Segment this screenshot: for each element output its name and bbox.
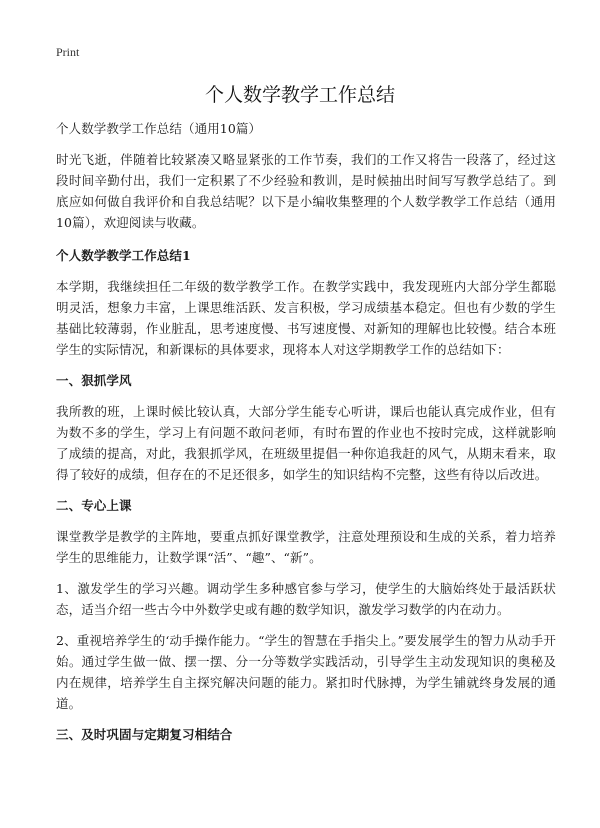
paragraph: 1、激发学生的学习兴趣。调动学生多种感官参与学习，使学生的大脑始终处于最活跃状态，适当介绍一些古今中外数学史或有趣的数学知识，激发学习数学的内在动力。 [56,581,556,617]
print-link[interactable]: Print [56,45,80,59]
paragraph: 课堂教学是教学的主阵地，要重点抓好课堂教学，注意处理预设和生成的关系，着力培养学生的思维能力，让数学课“活”、“趣”、“新”。 [56,529,556,565]
section-heading: 个人数学教学工作总结1 [56,248,191,263]
subsection-heading: 二、专心上课 [56,498,132,513]
paragraph: 我所教的班，上课时候比较认真，大部分学生能专心听讲，课后也能认真完成作业，但有为数不多的学生，学习上有问题不敢问老师，有时布置的作业也不按时完成，这样就影响了成绩的提高，对此，我狠抓学风，在班级里提倡一种你追我赶的风气，从期末看来，取得了较好的成绩，但存在的不足还很多，如学生的知识结构不完整，这些有待以后改进。 [56,404,556,482]
page-title: 个人数学教学工作总结 [204,84,395,106]
paragraph: 本学期，我继续担任二年级的数学教学工作。在教学实践中，我发现班内大部分学生都聪明灵活，想象力丰富，上课思维活跃、发言积极，学习成绩基本稳定。但也有少数的学生基础比较薄弱，作业脏乱，思考速度慢、书写速度慢、对新知的理解也比较慢。结合本班学生的实际情况，和新课标的具体要求，现将本人对这学期教学工作的总结如下： [56,279,556,357]
document-subtitle: 个人数学教学工作总结（通用10篇） [56,121,262,136]
document-body [56,118,556,755]
subsection-heading: 三、及时巩固与定期复习相结合 [56,727,233,742]
paragraph: 2、重视培养学生的‘动手操作能力。“学生的智慧在手指尖上。”要发展学生的智力从动手开始。通过学生做一做、摆一摆、分一分等数学实践活动，引导学生主动发现知识的奥秘及内在规律，培养学生自主探究解决问题的能力。紧扣时代脉搏，为学生铺就终身发展的通道。 [56,633,556,711]
intro-paragraph: 时光飞逝，伴随着比较紧凑又略显紧张的工作节奏，我们的工作又将告一段落了，经过这段时间辛勤付出，我们一定积累了不少经验和教训，是时候抽出时间写写教学总结了。到底应如何做自我评价和自我总结呢？以下是小编收集整理的个人数学教学工作总结（通用10篇），欢迎阅读与收藏。 [56,152,556,230]
subsection-heading: 一、狠抓学风 [56,373,132,388]
